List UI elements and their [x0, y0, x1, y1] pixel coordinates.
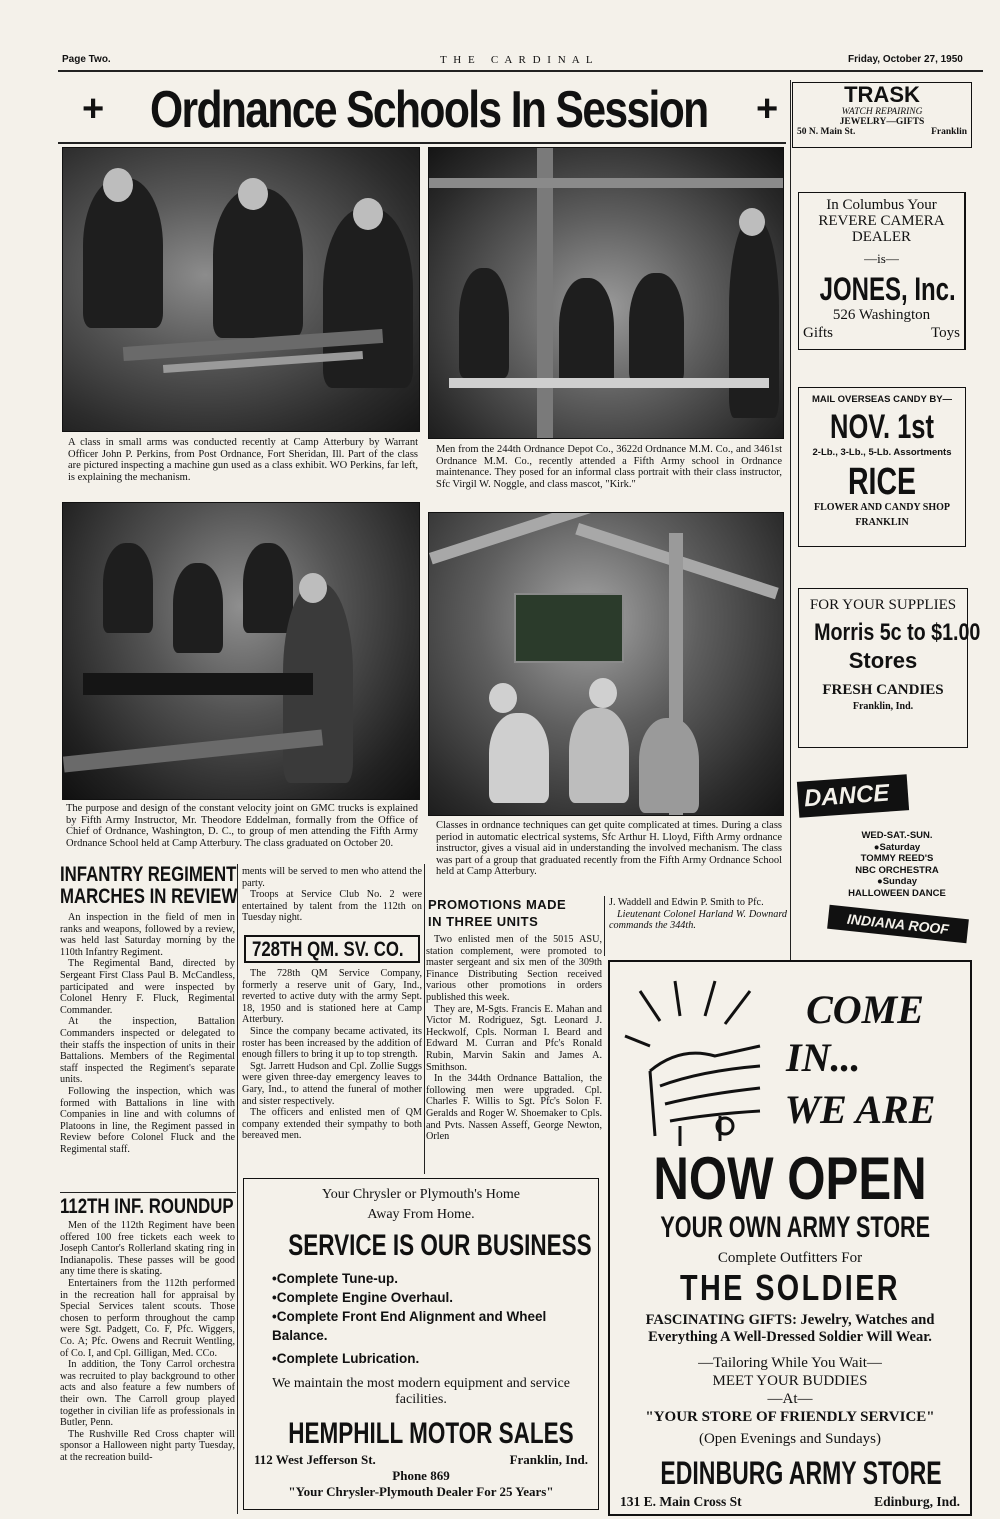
store-city: Edinburg, Ind.	[874, 1494, 960, 1509]
rice-line: FLOWER AND CANDY SHOP	[813, 502, 951, 513]
service-item: •Complete Tune-up.	[272, 1271, 398, 1286]
paragraph: Troops at Service Club No. 2 were entertained by talent from the 112th on Tuesday night.	[242, 889, 422, 924]
paragraph: Following the inspection, which was formed with Battalions in line with Companies in line and with columns of Platoons in line, the Regiment passed in Review before Colonel Fluck and the Regimental staff.	[60, 1085, 235, 1155]
dealer-tagline: "Your Chrysler-Plymouth Dealer For 25 Years"	[288, 1484, 554, 1499]
headline-cross-left: +	[82, 88, 105, 130]
rice-city: FRANKLIN	[855, 517, 909, 528]
column-rule	[237, 864, 238, 1514]
the-soldier: THE SOLDIER	[679, 1267, 900, 1308]
we-are-text: WE ARE	[784, 1087, 936, 1132]
dealer-address-row	[254, 1452, 588, 1468]
jones-address: 526 Washington	[832, 307, 931, 323]
dance-sun: ●Sunday	[876, 876, 918, 887]
services-text	[610, 1354, 970, 1448]
paragraph: The Regimental Band, directed by Sergeant First Class Paul B. McCandless, participated and were inspected by Colonel Henry F. Fluck, Regimental Commander.	[60, 958, 235, 1016]
paragraph: Sgt. Jarrett Hudson and Cpl. Zollie Suggs were given three-day emergency leaves to Gary, Ind., to attend the funeral of mother and sister respectively.	[242, 1060, 422, 1107]
qm-lead	[242, 866, 422, 924]
now-open-block	[610, 1145, 970, 1212]
photo-4-caption: Classes in ordnance techniques can get quite complicated at times. During a class period in automatic electrical systems, Sfc Arthur H. Lloyd, Fifth Army ordnance instructor, gives a visual aid in understanding the involved mechanism. The class was part of a group that graduated recently from the Fifth Army Ordnance School held at Camp Atterbury.	[436, 820, 782, 877]
page-number: Page Two.	[62, 54, 111, 65]
paragraph: In addition, the Tony Carrol orchestra was recruited to play background to other acts and also feature a few numbers of their own. The Carroll group played together in civilian life as professionals in Butler, Penn.	[60, 1359, 235, 1429]
at-line: —At—	[767, 1391, 813, 1407]
store-name-block	[610, 1456, 970, 1490]
hours-line: (Open Evenings and Sundays)	[698, 1431, 882, 1447]
column-rule	[604, 896, 605, 956]
service-item: •Complete Engine Overhaul.	[272, 1290, 454, 1305]
dance-band: TOMMY REED'S	[860, 853, 934, 864]
photo-class-portrait	[428, 147, 784, 439]
newspaper-name: T H E C A R D I N A L	[440, 54, 595, 66]
service-item: •Complete Front End Alignment and Wheel Balance.	[272, 1309, 547, 1343]
qm-headline: 728TH QM. SV. CO.	[252, 938, 404, 961]
store-name: EDINBURG ARMY STORE	[660, 1455, 942, 1491]
dance-details	[828, 820, 966, 899]
dance-sat: ●Saturday	[873, 841, 921, 853]
trask-ad	[792, 82, 972, 148]
qm-article-body	[242, 968, 422, 1142]
store-address: 131 E. Main Cross St	[620, 1494, 742, 1509]
rice-candy-ad	[798, 387, 966, 547]
paragraph: In the 344th Ordnance Battalion, the following men were upgraded. Cpl. Charles F. Willis to Sgt. Pfc's Solon F. Geralds and Roger W. Shoemaker to Cpls. and Pvts. Nassen Asseff, George Newton, Orlen	[426, 1073, 602, 1143]
headline-rule	[58, 142, 786, 144]
jones-name-block	[799, 271, 964, 307]
gifts-line: Everything A Well-Dressed Soldier Will Wear.	[648, 1329, 932, 1345]
dance-ad	[798, 778, 970, 948]
ad-line: Your Chrysler or Plymouth's Home	[322, 1187, 520, 1202]
service-list	[272, 1269, 598, 1368]
jones-line: In Columbus Your	[826, 197, 937, 213]
gifts-line: FASCINATING GIFTS: Jewelry, Watches and	[645, 1312, 935, 1328]
morris-stores-ad	[798, 588, 981, 748]
jones-name: JONES, Inc.	[819, 271, 956, 307]
paragraph: The 728th QM Service Company, formerly a reserve unit of Gary, Ind., reverted to active duty with the army Sept. 18, 1950 and is stationed here at Camp Atterbury.	[242, 968, 422, 1026]
rice-line: MAIL OVERSEAS CANDY BY—	[811, 394, 953, 405]
dance-days: WED-SAT.-SUN.	[861, 830, 933, 841]
dealer-name-block	[244, 1418, 598, 1450]
store-address-row	[620, 1494, 960, 1510]
dance-venue: INDIANA ROOF	[827, 905, 969, 944]
your-own-army-store: YOUR OWN ARMY STORE	[660, 1211, 931, 1244]
morris-name-block	[799, 618, 981, 648]
outfitters-text: Complete Outfitters For	[717, 1250, 863, 1266]
photo-1-caption: A class in small arms was conducted recently at Camp Atterbury by Warrant Officer John P. Perkins, from Post Ordnance, Fort Sheridan, Ill. Part of the class are pictured inspecting a machine gun used as a class exhibit. WO Perkins, far left, is explaining the mechanism.	[68, 437, 418, 483]
paragraph: Men of the 112th Regiment have been offered 100 free tickets each week to Joseph Cantor's Rollerland skating ring in Indianapolis. These passes will be good any time there is skating.	[60, 1220, 235, 1278]
rice-name: RICE	[847, 461, 917, 503]
photo-3-caption: The purpose and design of the constant velocity joint on GMC trucks is explained by Fifth Army Instructor, Mr. Theodore Eddelman, formally from the Office of Chief of Ordnance, Washington, D. C., to group of men attending the Fifth Army Ordnance School held at Camp Atterbury. The class graduated on October 20.	[66, 803, 418, 849]
paragraph: J. Waddell and Edwin P. Smith to Pfc.	[609, 897, 764, 908]
infantry-article-body	[60, 912, 235, 1155]
trask-name: TRASK	[844, 82, 920, 107]
service-slogan: SERVICE IS OUR BUSINESS	[288, 1229, 592, 1262]
jones-left: Gifts	[803, 325, 833, 341]
jones-line: REVERE CAMERA	[818, 213, 945, 229]
jones-line: —is—	[864, 251, 899, 266]
dealer-name: HEMPHILL MOTOR SALES	[288, 1417, 574, 1450]
paragraph: The officers and enlisted men of QM company extended their sympathy to both bereaved men.	[242, 1107, 422, 1142]
paragraph: The Rushville Red Cross chapter will sponsor a Halloween night party Tuesday, at the recreation build-	[60, 1428, 235, 1463]
morris-name-1: Morris 5c to $1.00	[814, 619, 981, 646]
trask-address-row	[793, 127, 971, 137]
buddies-line: MEET YOUR BUDDIES	[712, 1373, 868, 1389]
headline-cross-right: +	[756, 88, 779, 130]
paragraph: ments will be served to men who attend the party.	[242, 866, 422, 889]
jones-row	[799, 323, 964, 342]
roundup-article-body	[60, 1220, 235, 1510]
page-headline: Ordnance Schools In Session	[150, 81, 708, 139]
now-open: NOW OPEN	[653, 1145, 927, 1212]
column-rule	[424, 864, 425, 1174]
roundup-headline: 112TH INF. ROUNDUP	[60, 1195, 234, 1218]
ad-slogan	[244, 1229, 598, 1263]
trask-line: WATCH REPAIRING	[841, 107, 923, 117]
dealer-address: 112 West Jefferson St.	[254, 1452, 376, 1467]
paragraph: Since the company became activated, its roster has been increased by the addition of enough fillers to bring it up to top strength.	[242, 1025, 422, 1061]
jones-camera-ad	[798, 192, 966, 350]
ad-line: Away From Home.	[367, 1207, 475, 1222]
morris-line: FRESH CANDIES	[822, 682, 944, 698]
paragraph: Lieutenant Colonel Harland W. Downard commands the 344th.	[609, 908, 787, 932]
issue-date: Friday, October 27, 1950	[848, 54, 963, 65]
hemphill-motor-sales-ad	[243, 1178, 599, 1510]
tailoring-line: —Tailoring While You Wait—	[698, 1355, 882, 1371]
morris-line: FOR YOUR SUPPLIES	[809, 597, 957, 613]
qm-headline-box	[244, 935, 420, 963]
promotions-headline-2: IN THREE UNITS	[428, 914, 539, 929]
rice-line: 2-Lb., 3-Lb., 5-Lb. Assortments	[812, 447, 952, 458]
morris-city: Franklin, Ind.	[852, 701, 914, 712]
rice-date-block	[799, 409, 965, 445]
roundup-top-rule	[60, 1192, 236, 1193]
rice-date: NOV. 1st	[830, 408, 934, 446]
jones-right: Toys	[931, 325, 960, 341]
slogan-line: "YOUR STORE OF FRIENDLY SERVICE"	[645, 1409, 935, 1425]
paragraph: An inspection in the field of men in ranks and weapons, followed by a review, was held last Saturday morning by the 110th Infantry Regiment.	[60, 912, 235, 958]
promotions-continued	[609, 897, 787, 932]
edinburg-army-store-ad	[608, 960, 972, 1516]
paragraph: Two enlisted men of the 5015 ASU, station complement, were promoted to master sergeant and six men of the 309th Finance Distributing Section received various other promotions in orders published this week.	[426, 934, 602, 1003]
pointing-hand-icon	[620, 976, 770, 1146]
morris-stores: Stores	[848, 648, 918, 673]
in-text: IN...	[786, 1035, 861, 1080]
come-text: COME	[806, 987, 924, 1032]
trask-line: JEWELRY—GIFTS	[839, 117, 925, 127]
rice-name-block	[799, 462, 965, 502]
infantry-headline-2: MARCHES IN REVIEW	[60, 885, 238, 908]
jones-line: DEALER	[851, 229, 912, 245]
paragraph: They are, M-Sgts. Francis E. Mahan and Victor M. Rodriguez, Sgt. Leonard J. Heckwolf, Cpls. Norman I. Beard and Edward M. Curran and Pfc's Ronald Rubin, Marvin Sakin and James A. Smithson.	[426, 1003, 602, 1073]
dance-band: NBC ORCHESTRA	[855, 864, 939, 876]
trask-city: Franklin	[931, 127, 967, 137]
dance-event: HALLOWEEN DANCE	[848, 887, 946, 899]
photo-2-caption: Men from the 244th Ordnance Depot Co., 3622d Ordnance M.M. Co., and 3461st Ordnance M.M. Co., recently attended a Fifth Army school in Ordnance maintenance. They posed for an informal class portrait with their class instructor, Sfc Virgil W. Noggle, and class mascot, "Kirk."	[436, 444, 782, 490]
infantry-headline-1: INFANTRY REGIMENT	[60, 863, 237, 886]
trask-address: 50 N. Main St.	[797, 127, 856, 137]
your-own-block	[610, 1212, 970, 1244]
soldier-block	[610, 1268, 970, 1308]
right-column-rule	[790, 80, 791, 960]
paragraph: Entertainers from the 112th performed in the recreation hall for appraisal by Special Services talent scouts. Those chosen to perform throughout the camp were Sgt. Padgett, Co. F, Pfc. Wiggers, Co. A; Pfc. Owens and Recruit Wentling, of Co. I, and Cpl. Gilligan, Med. CCo.	[60, 1277, 235, 1359]
paragraph: At the inspection, Battalion Commanders inspected or delegated to their staffs the inspection of units in their Battalions. Members of the Regimental staff inspected the Regiment's separate units.	[60, 1016, 235, 1086]
dealer-city: Franklin, Ind.	[509, 1452, 588, 1467]
service-item: •Complete Lubrication.	[272, 1351, 420, 1366]
dance-title: DANCE !!!	[797, 774, 909, 818]
photo-electrical-systems-class	[428, 512, 784, 816]
ad-note: We maintain the most modern equipment and service facilities.	[272, 1376, 570, 1407]
masthead-rule	[58, 70, 983, 72]
photo-machine-gun-class	[62, 147, 420, 432]
photo-velocity-joint-class	[62, 502, 420, 800]
dealer-phone: Phone 869	[392, 1468, 450, 1483]
promotions-article-body	[426, 934, 602, 1143]
promotions-headline-1: PROMOTIONS MADE	[428, 897, 567, 912]
gifts-text	[610, 1312, 970, 1346]
